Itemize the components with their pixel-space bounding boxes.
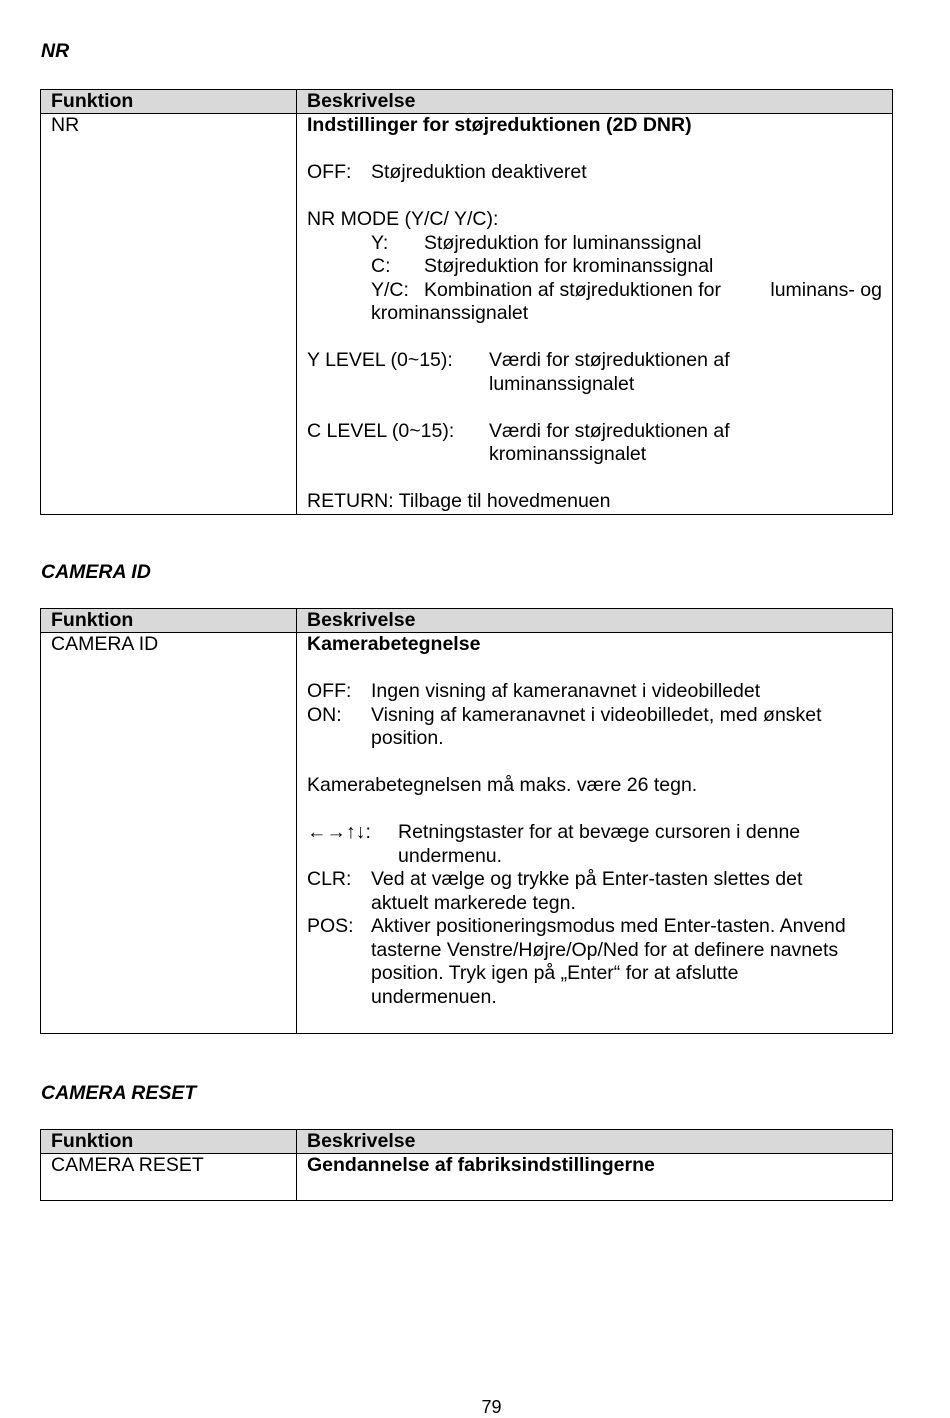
section-heading-camera-reset: CAMERA RESET bbox=[41, 1082, 197, 1104]
nr-off-line: OFF: Støjreduktion deaktiveret bbox=[307, 161, 587, 183]
nr-mode-yc-cont: krominanssignalet bbox=[371, 302, 529, 324]
nr-ylevel: Y LEVEL (0~15): Værdi for støjreduktionen af bbox=[307, 349, 730, 371]
camera-id-pos-cont-2: position. Tryk igen på „Enter“ for at afslutte bbox=[371, 962, 739, 984]
header-function: Funktion bbox=[41, 609, 297, 633]
description-cell bbox=[297, 633, 893, 1034]
camera-id-off: OFF: Ingen visning af kameranavnet i videobilledet bbox=[307, 680, 761, 702]
header-description: Beskrivelse bbox=[297, 609, 893, 633]
table-header-row bbox=[41, 90, 893, 114]
header-function: Funktion bbox=[41, 1130, 297, 1154]
header-function: Funktion bbox=[41, 90, 297, 114]
camera-id-pos-cont-3: undermenuen. bbox=[371, 985, 497, 1008]
camera-id-pos-cont-1: tasterne Venstre/Højre/Op/Ned for at definere navnets bbox=[371, 938, 839, 961]
camera-reset-title: Gendannelse af fabriksindstillingerne bbox=[307, 1154, 655, 1176]
section-heading-camera-id: CAMERA ID bbox=[41, 561, 151, 583]
table-row bbox=[41, 633, 893, 1034]
table-header-row bbox=[41, 609, 893, 633]
header-description: Beskrivelse bbox=[297, 1130, 893, 1154]
function-cell: NR bbox=[41, 114, 297, 515]
description-cell bbox=[297, 1154, 893, 1201]
function-cell: CAMERA RESET bbox=[41, 1154, 297, 1201]
camera-id-table bbox=[40, 608, 893, 1034]
camera-id-arrows-cont: undermenu. bbox=[398, 844, 503, 867]
nr-ylevel-cont: luminanssignalet bbox=[489, 372, 635, 395]
description-cell bbox=[297, 114, 893, 515]
nr-title: Indstillinger for støjreduktionen (2D DNR) bbox=[307, 114, 692, 136]
nr-mode-yc: Y/C: Kombination af støjreduktionen for luminans- og bbox=[371, 278, 882, 301]
function-cell: CAMERA ID bbox=[41, 633, 297, 1034]
header-description: Beskrivelse bbox=[297, 90, 893, 114]
section-heading-nr: NR bbox=[41, 40, 70, 62]
nr-table bbox=[40, 89, 893, 515]
table-row bbox=[41, 1154, 893, 1201]
camera-id-clr: CLR: Ved at vælge og trykke på Enter-tasten slettes det bbox=[307, 868, 803, 890]
camera-id-on: ON: Visning af kameranavnet i videobilledet, med ønsket bbox=[307, 703, 822, 726]
camera-id-title: Kamerabetegnelse bbox=[307, 633, 481, 655]
camera-id-arrows: ←→↑↓: Retningstaster for at bevæge cursoren i denne bbox=[307, 821, 801, 843]
table-row bbox=[41, 114, 893, 515]
page-number: 79 bbox=[481, 1397, 502, 1417]
camera-id-max: Kamerabetegnelsen må maks. være 26 tegn. bbox=[307, 774, 698, 796]
camera-reset-table bbox=[40, 1129, 893, 1201]
nr-clevel-cont: krominanssignalet bbox=[489, 443, 647, 465]
nr-mode-y: Y: Støjreduktion for luminanssignal bbox=[371, 231, 702, 254]
camera-id-pos: POS: Aktiver positioneringsmodus med Enter-tasten. Anvend bbox=[307, 915, 846, 937]
camera-id-on-cont: position. bbox=[371, 727, 444, 749]
nr-mode-title: NR MODE (Y/C/ Y/C): bbox=[307, 208, 499, 230]
table-header-row bbox=[41, 1130, 893, 1154]
nr-return: RETURN: Tilbage til hovedmenuen bbox=[307, 490, 611, 512]
camera-id-clr-cont: aktuelt markerede tegn. bbox=[371, 891, 576, 914]
nr-clevel: C LEVEL (0~15): Værdi for støjreduktionen af bbox=[307, 419, 730, 442]
nr-mode-c: C: Støjreduktion for krominanssignal bbox=[371, 255, 714, 277]
